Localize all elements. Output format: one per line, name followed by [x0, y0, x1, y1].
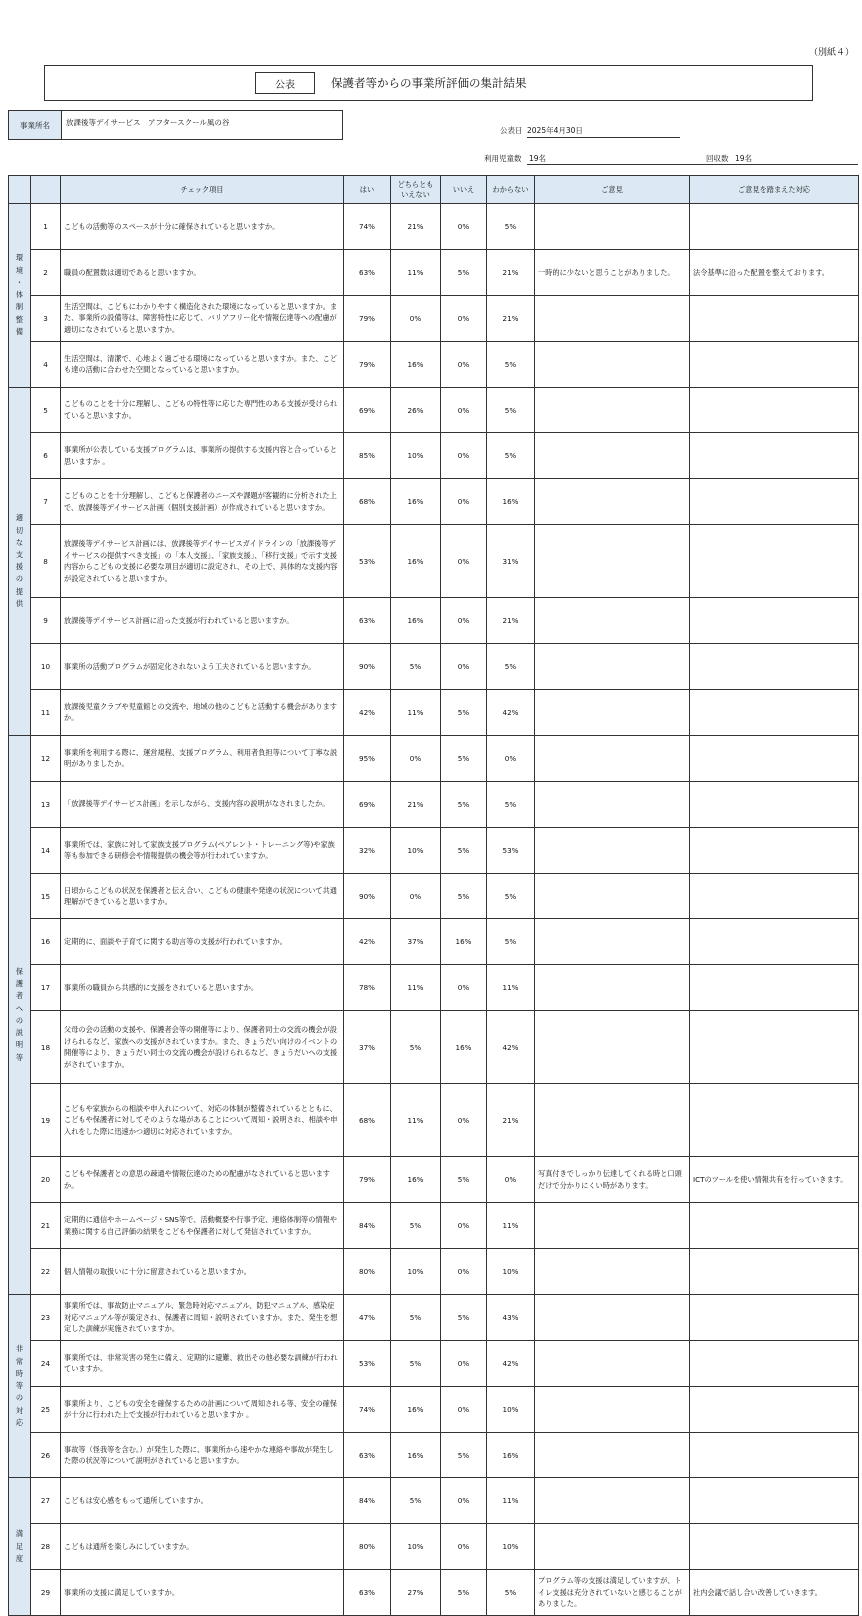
- no-percent: 0%: [441, 965, 487, 1011]
- opinion-text: [535, 341, 690, 387]
- item-number: 1: [31, 204, 61, 250]
- table-header-row: [9, 176, 859, 204]
- yes-percent: 37%: [344, 1011, 391, 1084]
- unknown-percent: 16%: [487, 479, 535, 525]
- neither-percent: 27%: [391, 1570, 441, 1616]
- opinion-text: 写真付きでしっかり伝達してくれる時と口頭だけで分かりにくい時があります。: [535, 1157, 690, 1203]
- no-percent: 0%: [441, 1524, 487, 1570]
- neither-percent: 16%: [391, 525, 441, 598]
- item-number: 11: [31, 690, 61, 736]
- no-percent: 5%: [441, 1294, 487, 1340]
- no-percent: 5%: [441, 1157, 487, 1203]
- neither-percent: 10%: [391, 1249, 441, 1295]
- item-number: 17: [31, 965, 61, 1011]
- opinion-text: [535, 919, 690, 965]
- header-check-item: チェック項目: [61, 176, 344, 204]
- table-row: [9, 295, 859, 341]
- opinion-text: [535, 873, 690, 919]
- yes-percent: 95%: [344, 735, 391, 781]
- unknown-percent: 0%: [487, 1157, 535, 1203]
- no-percent: 0%: [441, 525, 487, 598]
- no-percent: 0%: [441, 295, 487, 341]
- check-item-text: 父母の会の活動の支援や、保護者会等の開催等により、保護者同士の交流の機会が設けられるなど、家族への支援がされていますか。また、きょうだい向けのイベントの開催等により、きょうだい同士の交流の機会が設けられるなど、きょうだいへの支援がされていますか。: [61, 1011, 344, 1084]
- table-row: [9, 479, 859, 525]
- neither-percent: 16%: [391, 1157, 441, 1203]
- response-text: [690, 690, 859, 736]
- no-percent: 5%: [441, 735, 487, 781]
- check-item-text: 事業所の職員から共感的に支援をされていると思いますか。: [61, 965, 344, 1011]
- table-row: [9, 781, 859, 827]
- users-label: 利用児童数: [484, 154, 522, 163]
- table-row: [9, 1340, 859, 1386]
- neither-percent: 0%: [391, 295, 441, 341]
- unknown-percent: 5%: [487, 919, 535, 965]
- neither-percent: 16%: [391, 341, 441, 387]
- no-percent: 0%: [441, 204, 487, 250]
- table-row: [9, 249, 859, 295]
- yes-percent: 42%: [344, 919, 391, 965]
- unknown-percent: 43%: [487, 1294, 535, 1340]
- item-number: 23: [31, 1294, 61, 1340]
- header-neither: どちらとも いえない: [391, 176, 441, 204]
- responses-underline: [680, 164, 858, 165]
- office-name-value: 放課後等デイサービス アフタースクール風の谷: [66, 118, 230, 127]
- table-row: [9, 387, 859, 433]
- no-percent: 0%: [441, 1084, 487, 1157]
- item-number: 4: [31, 341, 61, 387]
- check-item-text: 事業所では、家族に対して家族支援プログラム(ペアレント・トレーニング等)や家族等も参加できる研修会や情報提供の機会等が行われていますか。: [61, 827, 344, 873]
- item-number: 28: [31, 1524, 61, 1570]
- opinion-text: [535, 204, 690, 250]
- yes-percent: 79%: [344, 341, 391, 387]
- no-percent: 5%: [441, 1570, 487, 1616]
- opinion-text: [535, 1432, 690, 1478]
- opinion-text: [535, 387, 690, 433]
- neither-percent: 5%: [391, 1478, 441, 1524]
- item-number: 12: [31, 735, 61, 781]
- item-number: 20: [31, 1157, 61, 1203]
- check-item-text: 「放課後等デイサービス計画」を示しながら、支援内容の説明がなされましたか。: [61, 781, 344, 827]
- yes-percent: 84%: [344, 1203, 391, 1249]
- yes-percent: 68%: [344, 1084, 391, 1157]
- table-row: [9, 1294, 859, 1340]
- check-item-text: 事業所が公表している支援プログラムは、事業所の提供する支援内容と合っていると思いますか 。: [61, 433, 344, 479]
- opinion-text: [535, 965, 690, 1011]
- table-row: [9, 598, 859, 644]
- no-percent: 5%: [441, 827, 487, 873]
- yes-percent: 42%: [344, 690, 391, 736]
- item-number: 6: [31, 433, 61, 479]
- item-number: 22: [31, 1249, 61, 1295]
- opinion-text: 一時的に少ないと思うことがありました。: [535, 249, 690, 295]
- category-label: 環 境 ・ 体 制 整 備: [9, 204, 31, 388]
- check-item-text: 放課後等デイサービス計画には、放課後等デイサービスガイドラインの「放課後等デイサービスの提供すべき支援」の「本人支援」、「家族支援」、「移行支援」で示す支援内容からこどもの支援に必要な項目が適切に設定され、その上で、具体的な支援内容が設定されていると思いますか。: [61, 525, 344, 598]
- table-row: [9, 735, 859, 781]
- neither-percent: 10%: [391, 433, 441, 479]
- neither-percent: 16%: [391, 598, 441, 644]
- annex-label: （別紙４）: [808, 48, 854, 58]
- title-box: [44, 65, 813, 101]
- item-number: 16: [31, 919, 61, 965]
- no-percent: 5%: [441, 781, 487, 827]
- table-row: [9, 1386, 859, 1432]
- item-number: 5: [31, 387, 61, 433]
- neither-percent: 0%: [391, 735, 441, 781]
- category-label: 適 切 な 支 援 の 提 供: [9, 387, 31, 735]
- yes-percent: 78%: [344, 965, 391, 1011]
- item-number: 29: [31, 1570, 61, 1616]
- check-item-text: 事業所を利用する際に、運営規程、支援プログラム、利用者負担等について丁寧な説明がありましたか。: [61, 735, 344, 781]
- category-label: 保 護 者 へ の 説 明 等: [9, 735, 31, 1294]
- no-percent: 0%: [441, 1340, 487, 1386]
- table-row: [9, 1249, 859, 1295]
- yes-percent: 84%: [344, 1478, 391, 1524]
- no-percent: 5%: [441, 690, 487, 736]
- table-row: [9, 433, 859, 479]
- no-percent: 0%: [441, 1478, 487, 1524]
- neither-percent: 16%: [391, 479, 441, 525]
- opinion-text: [535, 479, 690, 525]
- item-number: 8: [31, 525, 61, 598]
- unknown-percent: 5%: [487, 1570, 535, 1616]
- header-response: ご意見を踏まえた対応: [690, 176, 859, 204]
- response-text: [690, 1294, 859, 1340]
- unknown-percent: 16%: [487, 1432, 535, 1478]
- item-number: 9: [31, 598, 61, 644]
- yes-percent: 74%: [344, 204, 391, 250]
- neither-percent: 16%: [391, 1386, 441, 1432]
- table-row: [9, 1432, 859, 1478]
- response-text: 法令基準に沿った配置を整えております。: [690, 249, 859, 295]
- office-name-label: 事業所名: [9, 111, 62, 139]
- table-row: [9, 1524, 859, 1570]
- opinion-text: [535, 1524, 690, 1570]
- response-text: [690, 644, 859, 690]
- check-item-text: 事業所の支援に満足していますか。: [61, 1570, 344, 1616]
- response-text: 社内会議で話し合い改善していきます。: [690, 1570, 859, 1616]
- response-text: [690, 1478, 859, 1524]
- unknown-percent: 5%: [487, 204, 535, 250]
- yes-percent: 79%: [344, 1157, 391, 1203]
- response-text: [690, 827, 859, 873]
- item-number: 2: [31, 249, 61, 295]
- response-text: [690, 735, 859, 781]
- check-item-text: 事業所の活動プログラムが固定化されないよう工夫されていると思いますか。: [61, 644, 344, 690]
- table-row: [9, 919, 859, 965]
- unknown-percent: 5%: [487, 781, 535, 827]
- neither-percent: 5%: [391, 1011, 441, 1084]
- unknown-percent: 11%: [487, 1478, 535, 1524]
- opinion-text: [535, 827, 690, 873]
- unknown-percent: 5%: [487, 387, 535, 433]
- unknown-percent: 10%: [487, 1524, 535, 1570]
- neither-percent: 10%: [391, 1524, 441, 1570]
- yes-percent: 63%: [344, 1432, 391, 1478]
- no-percent: 5%: [441, 249, 487, 295]
- table-row: [9, 1203, 859, 1249]
- opinion-text: [535, 644, 690, 690]
- responses-value: 19名: [735, 154, 753, 163]
- response-text: [690, 1011, 859, 1084]
- neither-percent: 5%: [391, 1340, 441, 1386]
- no-percent: 0%: [441, 598, 487, 644]
- header-unknown: わからない: [487, 176, 535, 204]
- response-text: [690, 1203, 859, 1249]
- header-blank-2: [31, 176, 61, 204]
- response-text: [690, 204, 859, 250]
- no-percent: 0%: [441, 479, 487, 525]
- unknown-percent: 21%: [487, 249, 535, 295]
- check-item-text: 事故等（怪我等を含む。）が発生した際に、事業所から速やかな連絡や事故が発生した際の状況等について説明がされていると思いますか。: [61, 1432, 344, 1478]
- unknown-percent: 42%: [487, 1340, 535, 1386]
- no-percent: 0%: [441, 387, 487, 433]
- response-text: [690, 873, 859, 919]
- public-badge: 公表: [255, 72, 315, 94]
- check-item-text: こどものことを十分理解し、こどもと保護者のニーズや課題が客観的に分析された上で、放課後等デイサービス計画（個別支援計画）が作成されていると思いますか。: [61, 479, 344, 525]
- table-row: [9, 341, 859, 387]
- no-percent: 16%: [441, 919, 487, 965]
- neither-percent: 5%: [391, 1294, 441, 1340]
- response-text: [690, 1249, 859, 1295]
- unknown-percent: 5%: [487, 873, 535, 919]
- response-text: [690, 295, 859, 341]
- no-percent: 0%: [441, 1386, 487, 1432]
- yes-percent: 85%: [344, 433, 391, 479]
- neither-percent: 21%: [391, 204, 441, 250]
- opinion-text: [535, 295, 690, 341]
- neither-percent: 37%: [391, 919, 441, 965]
- opinion-text: [535, 1340, 690, 1386]
- item-number: 10: [31, 644, 61, 690]
- yes-percent: 90%: [344, 873, 391, 919]
- item-number: 14: [31, 827, 61, 873]
- check-item-text: 定期的に、面談や子育てに関する助言等の支援が行われていますか。: [61, 919, 344, 965]
- item-number: 15: [31, 873, 61, 919]
- neither-percent: 21%: [391, 781, 441, 827]
- check-item-text: 生活空間は、清潔で、心地よく過ごせる環境になっていると思いますか。また、こども達の活動に合わせた空間となっていると思いますか。: [61, 341, 344, 387]
- check-item-text: 事業所では、非常災害の発生に備え、定期的に避難、救出その他必要な訓練が行われていますか。: [61, 1340, 344, 1386]
- neither-percent: 10%: [391, 827, 441, 873]
- unknown-percent: 11%: [487, 965, 535, 1011]
- item-number: 24: [31, 1340, 61, 1386]
- opinion-text: [535, 1478, 690, 1524]
- no-percent: 0%: [441, 341, 487, 387]
- responses-label: 回収数: [706, 154, 729, 163]
- table-row: [9, 873, 859, 919]
- table-row: [9, 644, 859, 690]
- response-text: [690, 919, 859, 965]
- response-text: [690, 598, 859, 644]
- item-number: 25: [31, 1386, 61, 1432]
- unknown-percent: 42%: [487, 690, 535, 736]
- check-item-text: こどもや保護者との意思の疎通や情報伝達のための配慮がなされていると思いますか。: [61, 1157, 344, 1203]
- unknown-percent: 21%: [487, 1084, 535, 1157]
- no-percent: 0%: [441, 433, 487, 479]
- yes-percent: 80%: [344, 1524, 391, 1570]
- response-text: [690, 1432, 859, 1478]
- unknown-percent: 53%: [487, 827, 535, 873]
- check-item-text: 日頃からこどもの状況を保護者と伝え合い、こどもの健康や発達の状況について共通理解ができていると思いますか。: [61, 873, 344, 919]
- opinion-text: [535, 1203, 690, 1249]
- check-item-text: こどものことを十分に理解し、こどもの特性等に応じた専門性のある支援が受けられていると思いますか。: [61, 387, 344, 433]
- opinion-text: [535, 1011, 690, 1084]
- neither-percent: 26%: [391, 387, 441, 433]
- users-value: 19名: [529, 154, 547, 163]
- no-percent: 5%: [441, 873, 487, 919]
- users-underline: [527, 164, 680, 165]
- check-item-text: 職員の配置数は適切であると思いますか。: [61, 249, 344, 295]
- opinion-text: [535, 781, 690, 827]
- page-title: 保護者等からの事業所評価の集計結果: [331, 76, 527, 90]
- table-row: [9, 1157, 859, 1203]
- opinion-text: [535, 433, 690, 479]
- response-text: [690, 479, 859, 525]
- check-item-text: 定期的に通信やホームページ・SNS等で、活動概要や行事予定、連絡体制等の情報や業務に関する自己評価の結果をこどもや保護者に対して発信されていますか。: [61, 1203, 344, 1249]
- opinion-text: [535, 525, 690, 598]
- opinion-text: [535, 690, 690, 736]
- response-text: [690, 1524, 859, 1570]
- neither-percent: 11%: [391, 690, 441, 736]
- response-text: [690, 433, 859, 479]
- neither-percent: 5%: [391, 1203, 441, 1249]
- neither-percent: 5%: [391, 644, 441, 690]
- yes-percent: 79%: [344, 295, 391, 341]
- table-row: [9, 1011, 859, 1084]
- check-item-text: こどもは安心感をもって通所していますか。: [61, 1478, 344, 1524]
- neither-percent: 11%: [391, 965, 441, 1011]
- check-item-text: 放課後児童クラブや児童館との交流や、地域の他のこどもと活動する機会がありますか。: [61, 690, 344, 736]
- header-blank-1: [9, 176, 31, 204]
- header-no: いいえ: [441, 176, 487, 204]
- opinion-text: [535, 1249, 690, 1295]
- item-number: 27: [31, 1478, 61, 1524]
- unknown-percent: 5%: [487, 644, 535, 690]
- response-text: ICTのツールを使い情報共有を行っていきます。: [690, 1157, 859, 1203]
- item-number: 18: [31, 1011, 61, 1084]
- response-text: [690, 387, 859, 433]
- response-text: [690, 1386, 859, 1432]
- yes-percent: 32%: [344, 827, 391, 873]
- yes-percent: 63%: [344, 249, 391, 295]
- check-item-text: こどもや家族からの相談や申入れについて、対応の体制が整備されているとともに、こどもや保護者に対してそのような場があることについて周知・説明され、相談や申入れをした際に迅速かつ適切に対応されていますか。: [61, 1084, 344, 1157]
- yes-percent: 69%: [344, 781, 391, 827]
- unknown-percent: 5%: [487, 433, 535, 479]
- check-item-text: 事業所より、こどもの安全を確保するための計画について周知される等、安全の確保が十分に行われた上で支援が行われていると思いますか 。: [61, 1386, 344, 1432]
- pub-date-label: 公表日: [500, 126, 523, 135]
- opinion-text: [535, 1386, 690, 1432]
- unknown-percent: 21%: [487, 598, 535, 644]
- header-opinion: ご意見: [535, 176, 690, 204]
- pub-date-underline: [527, 137, 680, 138]
- item-number: 26: [31, 1432, 61, 1478]
- table-row: [9, 525, 859, 598]
- yes-percent: 74%: [344, 1386, 391, 1432]
- response-text: [690, 525, 859, 598]
- header-yes: はい: [344, 176, 391, 204]
- office-name-box: [8, 110, 343, 140]
- item-number: 19: [31, 1084, 61, 1157]
- no-percent: 5%: [441, 1432, 487, 1478]
- unknown-percent: 11%: [487, 1203, 535, 1249]
- pub-date-value: 2025年4月30日: [527, 126, 583, 135]
- check-item-text: こどもは通所を楽しみにしていますか。: [61, 1524, 344, 1570]
- table-row: [9, 690, 859, 736]
- opinion-text: [535, 598, 690, 644]
- unknown-percent: 10%: [487, 1386, 535, 1432]
- no-percent: 0%: [441, 644, 487, 690]
- table-row: [9, 965, 859, 1011]
- yes-percent: 63%: [344, 1570, 391, 1616]
- item-number: 7: [31, 479, 61, 525]
- neither-percent: 16%: [391, 1432, 441, 1478]
- neither-percent: 11%: [391, 249, 441, 295]
- yes-percent: 69%: [344, 387, 391, 433]
- check-item-text: 放課後等デイサービス計画に沿った支援が行われていると思いますか。: [61, 598, 344, 644]
- no-percent: 0%: [441, 1203, 487, 1249]
- response-text: [690, 1340, 859, 1386]
- category-label: 満 足 度: [9, 1478, 31, 1616]
- yes-percent: 90%: [344, 644, 391, 690]
- check-item-text: 生活空間は、こどもにわかりやすく構造化された環境になっていると思いますか。また、事業所の設備等は、障害特性に応じて、バリアフリー化や情報伝達等への配慮が適切になされていると思いますか。: [61, 295, 344, 341]
- table-row: [9, 204, 859, 250]
- no-percent: 0%: [441, 1249, 487, 1295]
- opinion-text: [535, 1084, 690, 1157]
- no-percent: 16%: [441, 1011, 487, 1084]
- yes-percent: 80%: [344, 1249, 391, 1295]
- item-number: 13: [31, 781, 61, 827]
- item-number: 3: [31, 295, 61, 341]
- yes-percent: 53%: [344, 525, 391, 598]
- opinion-text: [535, 735, 690, 781]
- check-item-text: こどもの活動等のスペースが十分に確保されていると思いますか。: [61, 204, 344, 250]
- response-text: [690, 781, 859, 827]
- unknown-percent: 10%: [487, 1249, 535, 1295]
- item-number: 21: [31, 1203, 61, 1249]
- response-text: [690, 341, 859, 387]
- table-row: [9, 1570, 859, 1616]
- neither-percent: 0%: [391, 873, 441, 919]
- evaluation-table: [8, 175, 859, 1616]
- check-item-text: 事業所では、事故防止マニュアル、緊急時対応マニュアル、防犯マニュアル、感染症対応マニュアル等が策定され、保護者に周知・説明されていますか。また、発生を想定した訓練が実施されていますか。: [61, 1294, 344, 1340]
- table-row: [9, 1084, 859, 1157]
- yes-percent: 53%: [344, 1340, 391, 1386]
- yes-percent: 68%: [344, 479, 391, 525]
- unknown-percent: 42%: [487, 1011, 535, 1084]
- yes-percent: 63%: [344, 598, 391, 644]
- response-text: [690, 965, 859, 1011]
- opinion-text: プログラム等の支援は満足していますが、トイレ支援は充分されていないと感じることがありました。: [535, 1570, 690, 1616]
- table-row: [9, 1478, 859, 1524]
- table-row: [9, 827, 859, 873]
- category-label: 非 常 時 等 の 対 応: [9, 1294, 31, 1478]
- yes-percent: 47%: [344, 1294, 391, 1340]
- unknown-percent: 5%: [487, 341, 535, 387]
- unknown-percent: 31%: [487, 525, 535, 598]
- opinion-text: [535, 1294, 690, 1340]
- response-text: [690, 1084, 859, 1157]
- unknown-percent: 21%: [487, 295, 535, 341]
- neither-percent: 11%: [391, 1084, 441, 1157]
- check-item-text: 個人情報の取扱いに十分に留意されていると思いますか。: [61, 1249, 344, 1295]
- unknown-percent: 0%: [487, 735, 535, 781]
